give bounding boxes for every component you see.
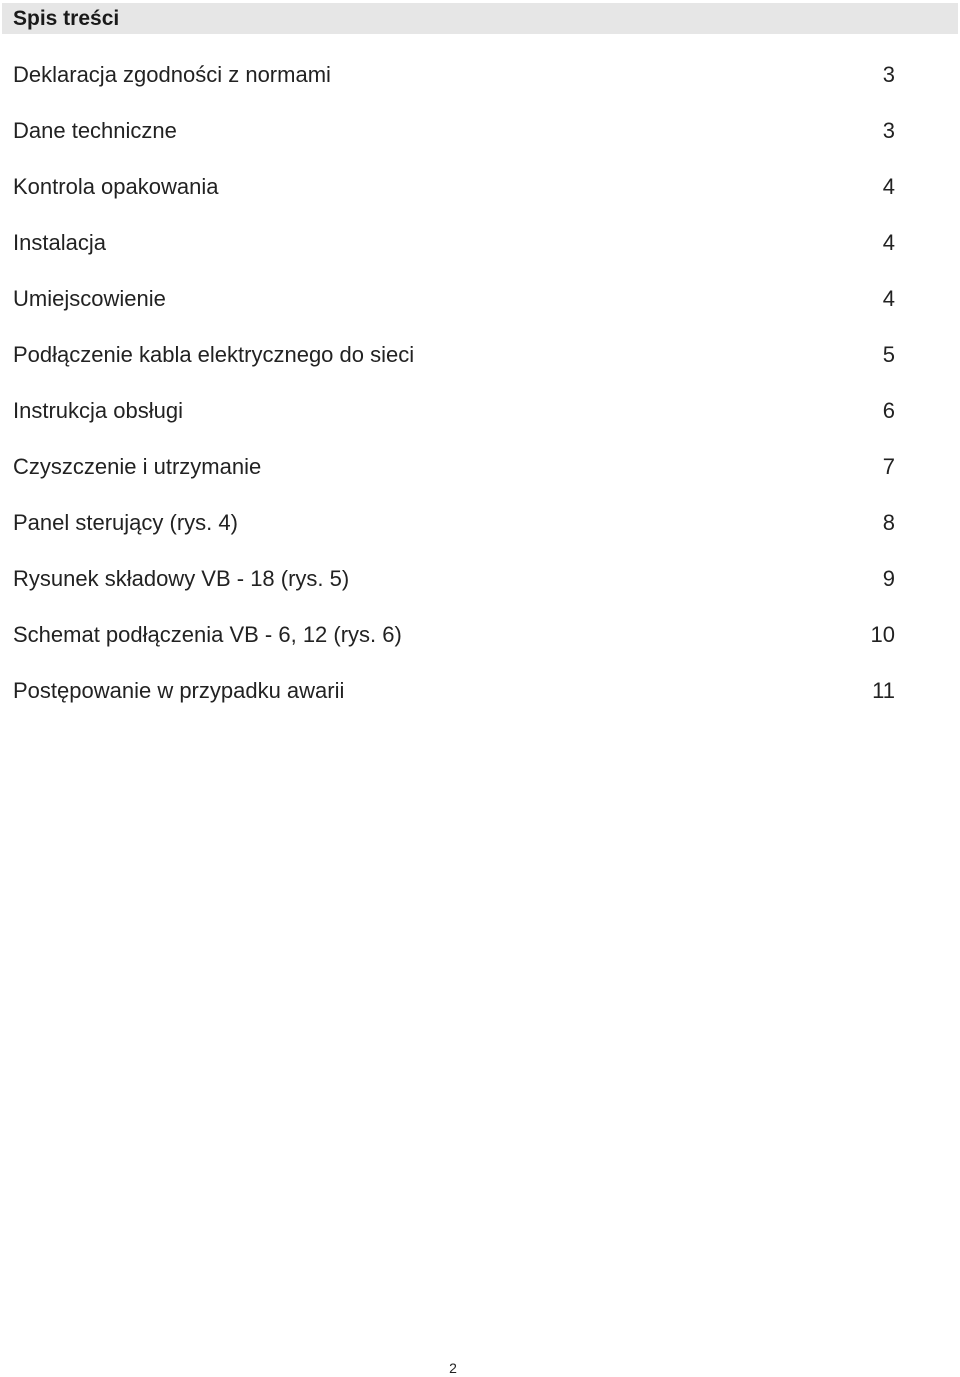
toc-entry-page: 3: [882, 118, 895, 143]
toc-entry-page: 5: [882, 342, 895, 367]
toc-entry[interactable]: [0, 229, 960, 285]
section-header-bar: [2, 3, 958, 34]
toc-entry[interactable]: [0, 285, 960, 341]
toc-entry[interactable]: [0, 453, 960, 509]
toc-entry-page: 7: [882, 454, 895, 479]
toc-entry-page: 4: [882, 286, 895, 311]
toc-entry-label: Panel sterujący (rys. 4): [13, 510, 238, 535]
toc-entry-page: 10: [870, 622, 895, 647]
toc-entry-page: 4: [882, 230, 895, 255]
toc-entry-label: Kontrola opakowania: [13, 174, 219, 199]
toc-entry[interactable]: [0, 341, 960, 397]
toc-entry-page: 6: [882, 398, 895, 423]
toc-entry[interactable]: [0, 677, 960, 733]
table-of-contents: [0, 61, 960, 733]
toc-entry-label: Dane techniczne: [13, 118, 177, 143]
toc-entry[interactable]: [0, 565, 960, 621]
toc-entry-label: Deklaracja zgodności z normami: [13, 62, 331, 87]
toc-entry-label: Schemat podłączenia VB - 6, 12 (rys. 6): [13, 622, 402, 647]
toc-entry[interactable]: [0, 61, 960, 117]
toc-entry[interactable]: [0, 117, 960, 173]
toc-entry-page: 11: [872, 678, 895, 703]
toc-entry-label: Podłączenie kabla elektrycznego do sieci: [13, 342, 415, 367]
toc-entry-label: Umiejscowienie: [13, 286, 166, 311]
footer-page-number: 2: [449, 1360, 457, 1376]
toc-entry-label: Instalacja: [13, 230, 106, 255]
toc-entry-page: 8: [882, 510, 895, 535]
toc-entry[interactable]: [0, 509, 960, 565]
toc-entry[interactable]: [0, 173, 960, 229]
toc-entry-page: 4: [882, 174, 895, 199]
toc-entry[interactable]: [0, 621, 960, 677]
toc-entry-label: Rysunek składowy VB - 18 (rys. 5): [13, 566, 350, 591]
toc-entry-page: 9: [882, 566, 895, 591]
toc-entry-page: 3: [882, 62, 895, 87]
toc-entry-label: Czyszczenie i utrzymanie: [13, 454, 262, 479]
toc-entry-label: Postępowanie w przypadku awarii: [13, 678, 345, 703]
page-title: Spis treści: [13, 7, 120, 30]
toc-entry[interactable]: [0, 397, 960, 453]
toc-entry-label: Instrukcja obsługi: [13, 398, 183, 423]
